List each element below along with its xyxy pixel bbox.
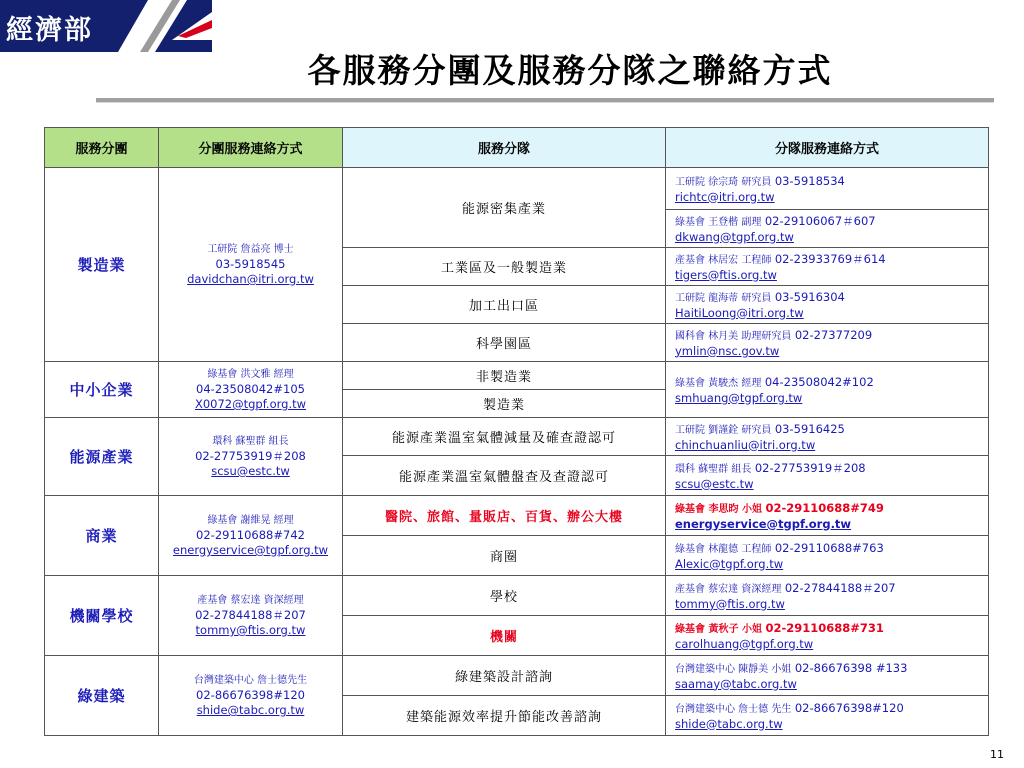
table-row [45,418,989,456]
contact-name: 綠基會 黃駿杰 經理 [675,377,762,389]
contact-name: 台灣建築中心 詹士德 先生 [675,703,792,715]
contact-email-link[interactable]: shide@tabc.org.tw [196,703,305,717]
contact-phone: 02-29110688#763 [774,540,884,555]
contact-table [44,127,989,736]
contact-phone: 02-27753919＃208 [754,460,866,475]
team-name: 科學園區 [343,324,666,362]
group-contact [159,418,343,496]
contact-name: 工研院 徐宗琦 研究員 [675,176,772,188]
contact-name: 綠基會 謝維晃 經理 [207,515,294,526]
team-name: 能源密集產業 [343,168,666,248]
group-name: 綠建築 [45,656,159,736]
team-contact [666,324,989,362]
contact-email-link[interactable]: tommy@ftis.org.tw [195,623,306,637]
header-service-group: 服務分團 [45,128,159,168]
contact-email-link[interactable]: dkwang@tgpf.org.tw [675,229,794,244]
contact-name: 台灣建築中心 詹士德先生 [193,675,308,686]
contact-email-link[interactable]: energyservice@tgpf.org.tw [172,543,329,557]
contact-phone: 02-27844188＃207 [195,608,306,622]
contact-phone: 02-29110688#749 [765,500,884,515]
contact-phone: 02-29110688#742 [196,528,305,542]
group-name: 製造業 [45,168,159,362]
team-name: 加工出口區 [343,286,666,324]
contact-email-link[interactable]: shide@tabc.org.tw [675,716,783,731]
contact-name: 工研院 劉謹銓 研究員 [675,424,772,436]
team-contact [666,418,989,456]
header-team-contact: 分隊服務連絡方式 [666,128,989,168]
contact-phone: 02-27753919＃208 [195,449,306,463]
contact-email-link[interactable]: energyservice@tgpf.org.tw [675,516,852,531]
contact-name: 產基會 蔡宏達 資深經理 [675,583,782,595]
contact-email-link[interactable]: scsu@estc.tw [675,476,754,491]
team-contact [666,576,989,616]
contact-email-link[interactable]: HaitiLoong@itri.org.tw [675,305,804,320]
contact-email-link[interactable]: ymlin@nsc.gov.tw [675,343,780,358]
group-name: 能源產業 [45,418,159,496]
contact-email-link[interactable]: tigers@ftis.org.tw [675,267,777,282]
contact-phone: 02-29110688#731 [765,620,884,635]
table-row [45,168,989,210]
team-contact [666,362,989,418]
contact-email-link[interactable]: carolhuang@tgpf.org.tw [675,636,814,651]
header-service-team: 服務分隊 [343,128,666,168]
table-row [45,656,989,696]
team-contact [666,536,989,576]
group-contact [159,362,343,418]
contact-name: 綠基會 李思昀 小姐 [675,503,762,515]
team-name: 綠建築設計諮詢 [343,656,666,696]
team-contact [666,656,989,696]
contact-phone: 02-29106067＃607 [764,213,876,228]
team-name: 醫院、旅館、量販店、百貨、辦公大樓 [343,496,666,536]
contact-email-link[interactable]: X0072@tgpf.org.tw [194,397,307,411]
contact-name: 環科 蘇聖群 組長 [675,463,752,475]
team-contact [666,210,989,248]
group-contact [159,168,343,362]
table-row [45,576,989,616]
contact-phone: 02-86676398#120 [794,700,904,715]
team-name: 商圈 [343,536,666,576]
team-contact [666,616,989,656]
contact-name: 台灣建築中心 陳靜美 小姐 [675,663,792,675]
header-group-contact: 分團服務連絡方式 [159,128,343,168]
contact-phone: 02-27844188＃207 [784,580,896,595]
group-name: 中小企業 [45,362,159,418]
contact-phone: 03-5918545 [215,257,286,271]
team-contact [666,456,989,496]
group-contact [159,576,343,656]
contact-name: 產基會 蔡宏達 資深經理 [197,595,304,606]
table-row [45,496,989,536]
contact-email-link[interactable]: Alexic@tgpf.org.tw [675,556,784,571]
group-name: 機關學校 [45,576,159,656]
team-name: 非製造業 [343,362,666,390]
contact-email-link[interactable]: scsu@estc.tw [211,464,290,478]
contact-name: 綠基會 王登楷 副理 [675,216,762,228]
team-contact [666,286,989,324]
team-name: 能源產業溫室氣體減量及確查證認可 [343,418,666,456]
contact-email-link[interactable]: saamay@tabc.org.tw [675,676,797,691]
team-name: 學校 [343,576,666,616]
group-name: 商業 [45,496,159,576]
contact-phone: 02-27377209 [794,327,873,342]
contact-email-link[interactable]: richtc@itri.org.tw [675,189,775,204]
contact-name: 工研院 詹益亮 博士 [207,244,294,255]
team-name: 建築能源效率提升節能改善諮詢 [343,696,666,736]
team-name: 能源產業溫室氣體盤查及查證認可 [343,456,666,496]
team-contact [666,168,989,210]
contact-phone: 03-5916304 [774,289,845,304]
team-contact [666,696,989,736]
contact-name: 綠基會 洪文雅 經理 [207,369,294,380]
contact-email-link[interactable]: smhuang@tgpf.org.tw [675,390,803,405]
contact-name: 國科會 林月美 助理研究員 [675,330,792,342]
contact-email-link[interactable]: tommy@ftis.org.tw [675,596,785,611]
contact-phone: 02-86676398#120 [196,688,305,702]
contact-email-link[interactable]: chinchuanliu@itri.org.tw [675,437,816,452]
contact-name: 產基會 林居宏 工程師 [675,254,772,266]
contact-name: 環科 蘇聖群 組長 [212,436,289,447]
team-name: 機關 [343,616,666,656]
logo-text: 經濟部 [6,15,93,46]
table-header-row [45,128,989,168]
contact-phone: 02-23933769＃614 [774,251,886,266]
contact-name: 綠基會 黃秋子 小姐 [675,623,762,635]
contact-name: 工研院 龍海蒂 研究員 [675,292,772,304]
page-number: 11 [990,748,1004,761]
contact-email-link[interactable]: davidchan@itri.org.tw [187,272,314,286]
team-name: 製造業 [343,390,666,418]
title-divider-shadow [96,102,994,103]
contact-phone: 04-23508042#105 [196,382,305,396]
contact-phone: 03-5918534 [774,173,845,188]
team-contact [666,248,989,286]
team-name: 工業區及一般製造業 [343,248,666,286]
group-contact [159,656,343,736]
table-row [45,362,989,390]
contact-phone: 04-23508042#102 [764,374,874,389]
team-contact [666,496,989,536]
contact-phone: 02-86676398 #133 [794,660,908,675]
group-contact [159,496,343,576]
page-title: 各服務分團及服務分隊之聯絡方式 [307,51,833,90]
contact-name: 綠基會 林龍德 工程師 [675,543,772,555]
contact-phone: 03-5916425 [774,421,845,436]
